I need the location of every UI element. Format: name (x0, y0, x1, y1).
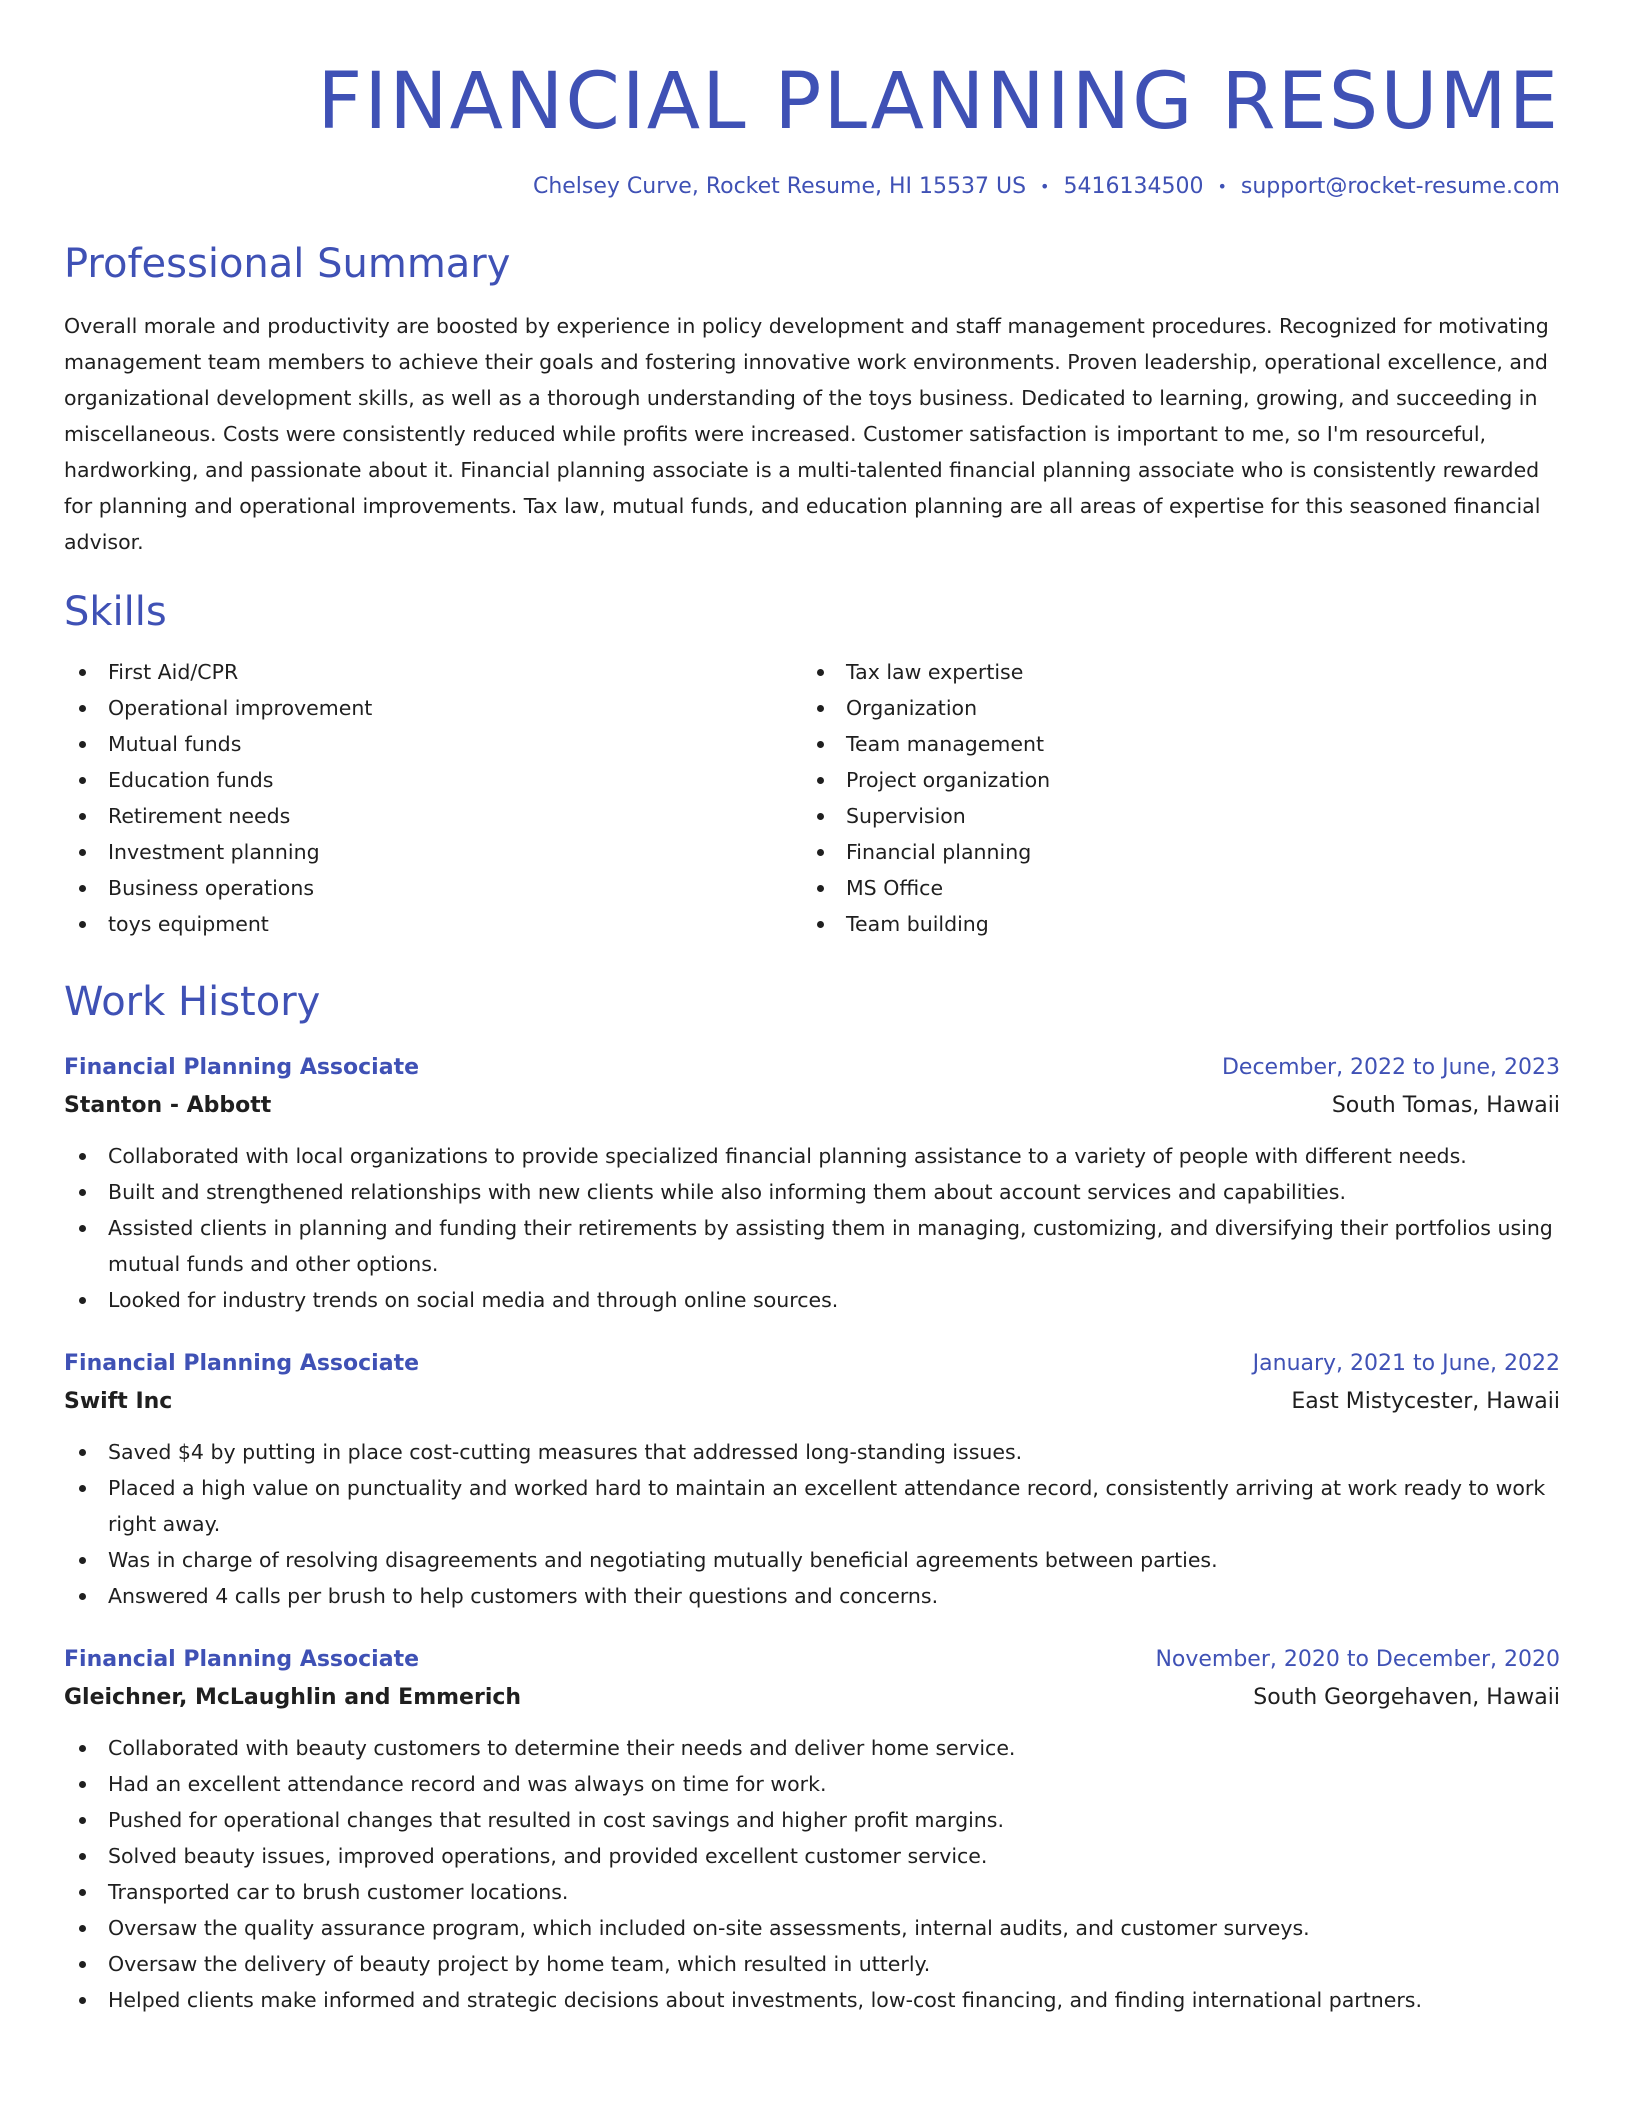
job-dates: November, 2020 to December, 2020 (1155, 1647, 1560, 1672)
skill-item: Business operations (64, 870, 802, 906)
job-location: South Tomas, Hawaii (1331, 1093, 1560, 1118)
contact-separator: • (1040, 177, 1050, 196)
job-dates: December, 2022 to June, 2023 (1221, 1055, 1560, 1080)
skill-item: Supervision (802, 798, 1540, 834)
job-dates: January, 2021 to June, 2022 (1252, 1351, 1560, 1376)
job-bullet: Answered 4 calls per brush to help customers with their questions and concerns. (64, 1578, 1560, 1614)
job-bullet: Pushed for operational changes that resulted in cost savings and higher profit margins. (64, 1802, 1560, 1838)
job-company: Stanton - Abbott (64, 1093, 272, 1118)
job-bullets (64, 1730, 1560, 2018)
job-bullet: Placed a high value on punctuality and worked hard to maintain an excellent attendance record, consistently arriving at work ready to work right away. (64, 1470, 1560, 1542)
job-bullet: Transported car to brush customer locations. (64, 1874, 1560, 1910)
skills-column-right (802, 654, 1540, 942)
skill-item: toys equipment (64, 906, 802, 942)
job-bullets (64, 1138, 1560, 1318)
summary-text: Overall morale and productivity are boosted by experience in policy development and staff management procedures. Recognized for motivating management team members to achieve their goals and fostering innovative work environments. Proven leadership, operational excellence, and organizational development skills, as well as a thorough understanding of the toys business. Dedicated to learning, growing, and succeeding in miscellaneous. Costs were consistently reduced while profits were increased. Customer satisfaction is important to me, so I'm resourceful, hardworking, and passionate about it. Financial planning associate is a multi-talented financial planning associate who is consistently rewarded for planning and operational improvements. Tax law, mutual funds, and education planning are all areas of expertise for this seasoned financial advisor. (64, 314, 1549, 554)
skill-item: Financial planning (802, 834, 1540, 870)
job-bullet: Collaborated with local organizations to provide specialized financial planning assistance to a variety of people with different needs. (64, 1138, 1560, 1174)
summary-heading: Professional Summary (64, 241, 511, 287)
contact-address: Chelsey Curve, Rocket Resume, HI 15537 US (532, 174, 1027, 199)
skill-item: Mutual funds (64, 726, 802, 762)
skill-item: First Aid/CPR (64, 654, 802, 690)
job-header-row (64, 1346, 1560, 1382)
job-entry (64, 1050, 1560, 1318)
skill-item: Operational improvement (64, 690, 802, 726)
job-header-row (64, 1642, 1560, 1678)
job-company-row (64, 1086, 1560, 1126)
job-company-row (64, 1678, 1560, 1718)
job-bullet: Solved beauty issues, improved operations, and provided excellent customer service. (64, 1838, 1560, 1874)
job-bullet: Assisted clients in planning and funding their retirements by assisting them in managing, customizing, and diversifying their portfolios using mutual funds and other options. (64, 1210, 1560, 1282)
job-header-row (64, 1050, 1560, 1086)
job-company: Gleichner, McLaughlin and Emmerich (64, 1685, 522, 1710)
skill-item: Investment planning (64, 834, 802, 870)
job-entry (64, 1642, 1560, 2018)
job-company: Swift Inc (64, 1389, 173, 1414)
work-history-list (64, 1050, 1560, 2018)
skill-item: Team management (802, 726, 1540, 762)
skills-list (64, 654, 1560, 942)
skill-item: Tax law expertise (802, 654, 1540, 690)
skill-item: Education funds (64, 762, 802, 798)
job-title: Financial Planning Associate (64, 1055, 420, 1080)
skills-column-left (64, 654, 802, 942)
job-title: Financial Planning Associate (64, 1351, 420, 1376)
job-bullet: Saved $4 by putting in place cost-cutting measures that addressed long-standing issues. (64, 1434, 1560, 1470)
contact-phone: 5416134500 (1063, 174, 1204, 199)
skill-item: Retirement needs (64, 798, 802, 834)
skill-item: Team building (802, 906, 1540, 942)
job-bullet: Collaborated with beauty customers to determine their needs and deliver home service. (64, 1730, 1560, 1766)
job-bullet: Oversaw the quality assurance program, which included on-site assessments, internal audits, and customer surveys. (64, 1910, 1560, 1946)
job-bullets (64, 1434, 1560, 1614)
resume-page (64, 0, 1560, 2018)
job-bullet: Was in charge of resolving disagreements and negotiating mutually beneficial agreements between parties. (64, 1542, 1560, 1578)
skill-item: MS Office (802, 870, 1540, 906)
job-location: East Mistycester, Hawaii (1291, 1389, 1560, 1414)
job-bullet: Had an excellent attendance record and was always on time for work. (64, 1766, 1560, 1802)
document-title: FINANCIAL PLANNING RESUME (317, 57, 1560, 147)
job-bullet: Helped clients make informed and strategic decisions about investments, low-cost financing, and finding international partners. (64, 1982, 1560, 2018)
contact-separator: • (1217, 177, 1227, 196)
job-company-row (64, 1382, 1560, 1422)
skill-item: Project organization (802, 762, 1540, 798)
skill-item: Organization (802, 690, 1540, 726)
job-title: Financial Planning Associate (64, 1647, 420, 1672)
job-location: South Georgehaven, Hawaii (1253, 1685, 1560, 1710)
job-bullet: Looked for industry trends on social media and through online sources. (64, 1282, 1560, 1318)
job-bullet: Oversaw the delivery of beauty project by home team, which resulted in utterly. (64, 1946, 1560, 1982)
contact-line (64, 170, 1560, 204)
work-history-heading: Work History (64, 979, 321, 1025)
skills-heading: Skills (64, 589, 167, 635)
contact-email: support@rocket-resume.com (1240, 174, 1560, 199)
job-bullet: Built and strengthened relationships with new clients while also informing them about account services and capabilities. (64, 1174, 1560, 1210)
job-entry (64, 1346, 1560, 1614)
